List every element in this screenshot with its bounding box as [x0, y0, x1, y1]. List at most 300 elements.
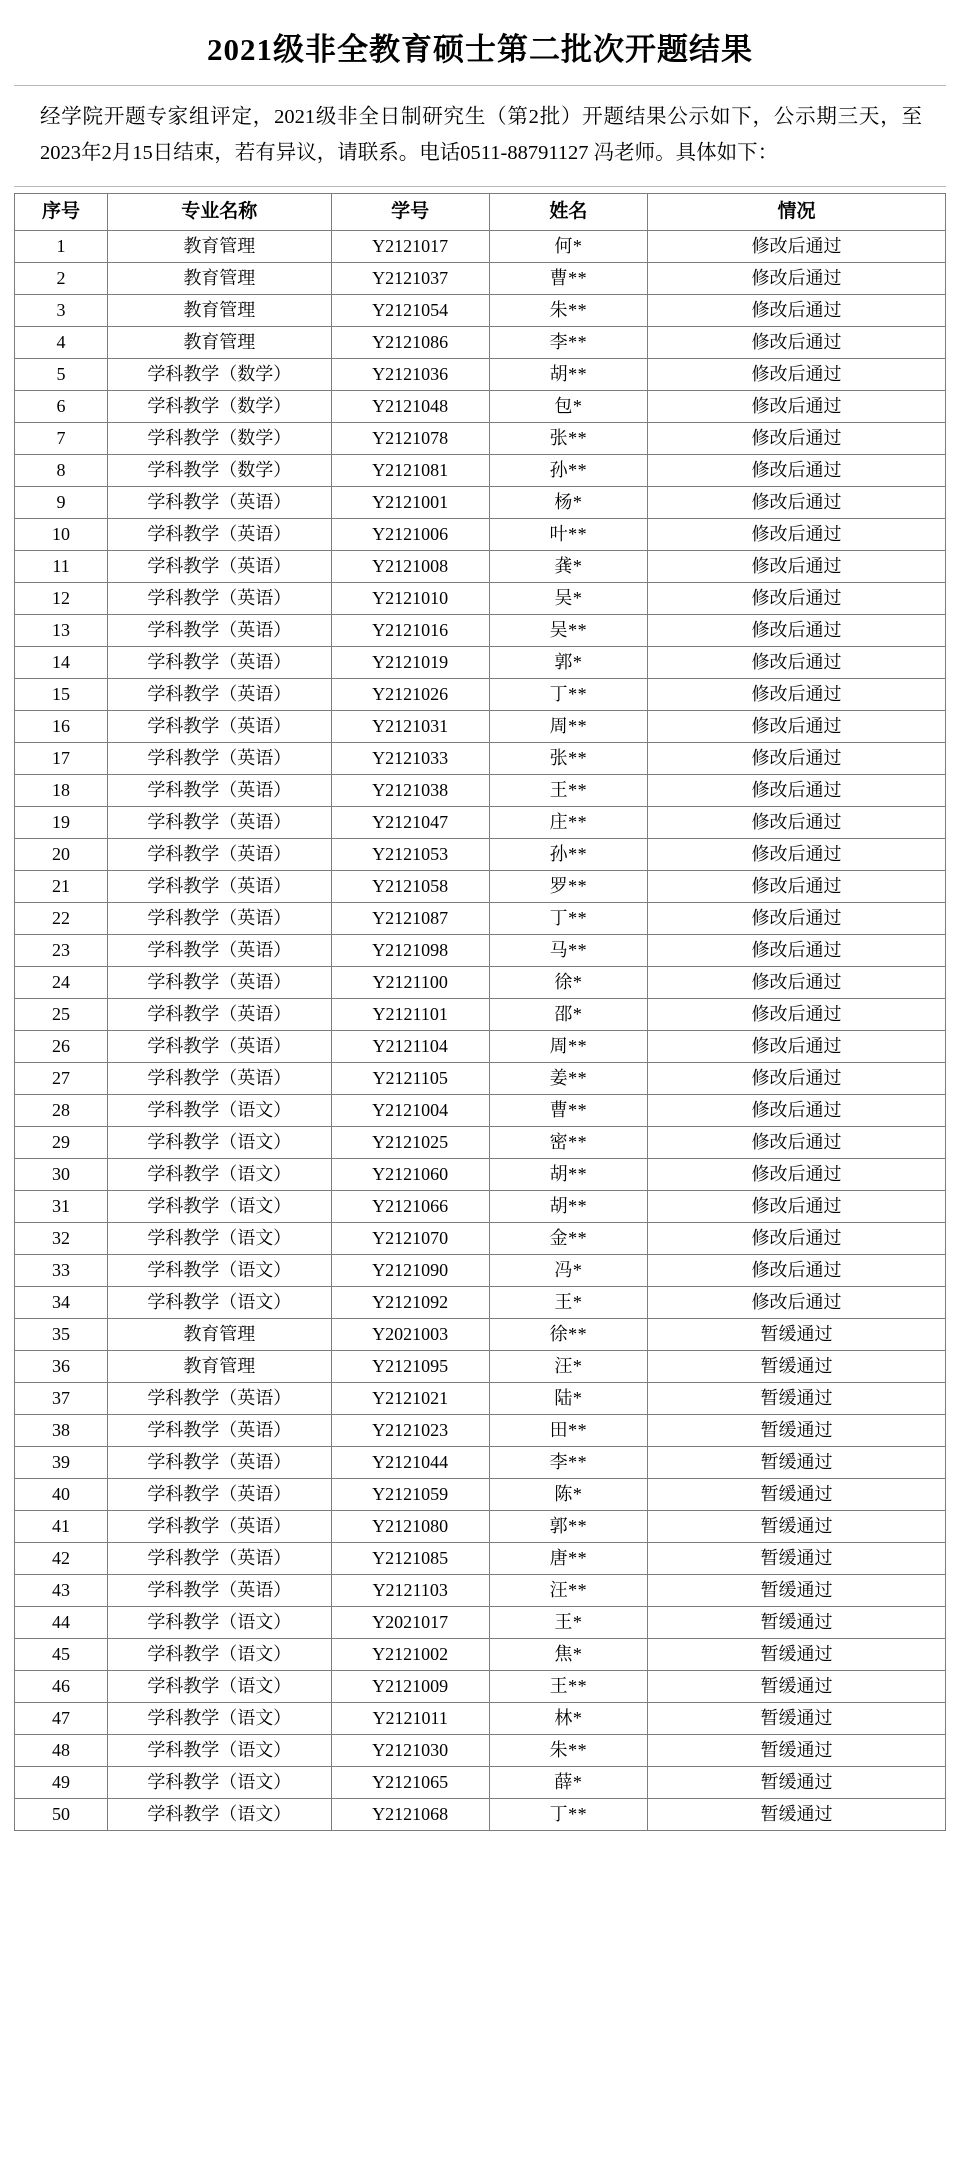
table-row: [15, 1702, 946, 1734]
cell-studentid: Y2121058: [331, 870, 489, 902]
cell-studentid: Y2121066: [331, 1190, 489, 1222]
cell-name: 叶**: [489, 518, 647, 550]
cell-index: 48: [15, 1734, 108, 1766]
table-row: [15, 358, 946, 390]
cell-name: 张**: [489, 742, 647, 774]
table-row: [15, 1798, 946, 1830]
cell-index: 49: [15, 1766, 108, 1798]
cell-status: 修改后通过: [648, 838, 946, 870]
cell-major: 学科教学（数学）: [108, 422, 331, 454]
cell-name: 杨*: [489, 486, 647, 518]
cell-status: 修改后通过: [648, 582, 946, 614]
cell-name: 胡**: [489, 358, 647, 390]
table-row: [15, 934, 946, 966]
cell-studentid: Y2121025: [331, 1126, 489, 1158]
cell-studentid: Y2121053: [331, 838, 489, 870]
table-row: [15, 1030, 946, 1062]
cell-studentid: Y2121085: [331, 1542, 489, 1574]
cell-status: 修改后通过: [648, 1030, 946, 1062]
table-row: [15, 1606, 946, 1638]
cell-studentid: Y2121068: [331, 1798, 489, 1830]
cell-name: 李**: [489, 1446, 647, 1478]
cell-status: 修改后通过: [648, 518, 946, 550]
cell-major: 学科教学（英语）: [108, 1382, 331, 1414]
cell-major: 学科教学（语文）: [108, 1094, 331, 1126]
cell-major: 学科教学（语文）: [108, 1222, 331, 1254]
cell-studentid: Y2121081: [331, 454, 489, 486]
table-row: [15, 518, 946, 550]
table-row: [15, 1478, 946, 1510]
cell-studentid: Y2121087: [331, 902, 489, 934]
cell-name: 胡**: [489, 1158, 647, 1190]
cell-major: 学科教学（英语）: [108, 998, 331, 1030]
cell-major: 学科教学（语文）: [108, 1126, 331, 1158]
table-row: [15, 1766, 946, 1798]
table-row: [15, 1446, 946, 1478]
cell-major: 学科教学（英语）: [108, 966, 331, 998]
cell-index: 6: [15, 390, 108, 422]
cell-status: 暂缓通过: [648, 1670, 946, 1702]
cell-studentid: Y2121036: [331, 358, 489, 390]
cell-major: 学科教学（英语）: [108, 1574, 331, 1606]
cell-studentid: Y2121008: [331, 550, 489, 582]
cell-status: 修改后通过: [648, 358, 946, 390]
cell-major: 学科教学（语文）: [108, 1670, 331, 1702]
cell-major: 教育管理: [108, 230, 331, 262]
cell-index: 45: [15, 1638, 108, 1670]
cell-major: 学科教学（英语）: [108, 1542, 331, 1574]
cell-status: 暂缓通过: [648, 1446, 946, 1478]
cell-major: 学科教学（语文）: [108, 1158, 331, 1190]
cell-status: 修改后通过: [648, 486, 946, 518]
cell-major: 学科教学（语文）: [108, 1702, 331, 1734]
table-row: [15, 838, 946, 870]
cell-name: 周**: [489, 1030, 647, 1062]
cell-status: 修改后通过: [648, 614, 946, 646]
cell-name: 罗**: [489, 870, 647, 902]
table-row: [15, 1222, 946, 1254]
cell-major: 学科教学（英语）: [108, 710, 331, 742]
cell-index: 21: [15, 870, 108, 902]
cell-major: 学科教学（数学）: [108, 454, 331, 486]
cell-name: 王**: [489, 774, 647, 806]
table-row: [15, 1382, 946, 1414]
cell-major: 学科教学（英语）: [108, 646, 331, 678]
table-row: [15, 1414, 946, 1446]
cell-status: 暂缓通过: [648, 1510, 946, 1542]
cell-index: 2: [15, 262, 108, 294]
cell-status: 修改后通过: [648, 1158, 946, 1190]
cell-studentid: Y2121092: [331, 1286, 489, 1318]
column-header-index: 序号: [15, 193, 108, 230]
cell-studentid: Y2121001: [331, 486, 489, 518]
table-row: [15, 390, 946, 422]
cell-index: 35: [15, 1318, 108, 1350]
cell-index: 30: [15, 1158, 108, 1190]
cell-name: 邵*: [489, 998, 647, 1030]
cell-major: 学科教学（语文）: [108, 1798, 331, 1830]
cell-status: 暂缓通过: [648, 1382, 946, 1414]
cell-status: 暂缓通过: [648, 1702, 946, 1734]
cell-studentid: Y2121101: [331, 998, 489, 1030]
cell-name: 密**: [489, 1126, 647, 1158]
table-row: [15, 486, 946, 518]
column-header-name: 姓名: [489, 193, 647, 230]
cell-index: 41: [15, 1510, 108, 1542]
cell-major: 学科教学（英语）: [108, 1510, 331, 1542]
cell-status: 修改后通过: [648, 1126, 946, 1158]
cell-index: 42: [15, 1542, 108, 1574]
cell-name: 陆*: [489, 1382, 647, 1414]
cell-name: 龚*: [489, 550, 647, 582]
cell-index: 17: [15, 742, 108, 774]
cell-status: 暂缓通过: [648, 1638, 946, 1670]
table-row: [15, 902, 946, 934]
cell-studentid: Y2121104: [331, 1030, 489, 1062]
table-row: [15, 262, 946, 294]
cell-status: 修改后通过: [648, 902, 946, 934]
cell-status: 暂缓通过: [648, 1798, 946, 1830]
table-row: [15, 1638, 946, 1670]
table-row: [15, 1190, 946, 1222]
cell-name: 丁**: [489, 902, 647, 934]
cell-index: 8: [15, 454, 108, 486]
cell-index: 11: [15, 550, 108, 582]
cell-studentid: Y2121065: [331, 1766, 489, 1798]
cell-name: 张**: [489, 422, 647, 454]
cell-major: 学科教学（英语）: [108, 838, 331, 870]
cell-index: 19: [15, 806, 108, 838]
cell-status: 修改后通过: [648, 678, 946, 710]
table-row: [15, 1254, 946, 1286]
column-header-studentid: 学号: [331, 193, 489, 230]
cell-status: 修改后通过: [648, 230, 946, 262]
cell-index: 44: [15, 1606, 108, 1638]
table-row: [15, 1062, 946, 1094]
cell-studentid: Y2121095: [331, 1350, 489, 1382]
cell-index: 26: [15, 1030, 108, 1062]
cell-studentid: Y2121090: [331, 1254, 489, 1286]
table-row: [15, 1670, 946, 1702]
cell-index: 40: [15, 1478, 108, 1510]
cell-major: 学科教学（语文）: [108, 1190, 331, 1222]
cell-studentid: Y2121048: [331, 390, 489, 422]
table-header-row: [15, 193, 946, 230]
cell-index: 1: [15, 230, 108, 262]
cell-status: 暂缓通过: [648, 1350, 946, 1382]
cell-status: 修改后通过: [648, 422, 946, 454]
cell-name: 汪**: [489, 1574, 647, 1606]
cell-major: 教育管理: [108, 1318, 331, 1350]
cell-index: 50: [15, 1798, 108, 1830]
cell-studentid: Y2121011: [331, 1702, 489, 1734]
cell-name: 王*: [489, 1286, 647, 1318]
cell-studentid: Y2121010: [331, 582, 489, 614]
cell-index: 7: [15, 422, 108, 454]
cell-name: 汪*: [489, 1350, 647, 1382]
table-row: [15, 1318, 946, 1350]
cell-index: 9: [15, 486, 108, 518]
table-row: [15, 1350, 946, 1382]
cell-studentid: Y2121100: [331, 966, 489, 998]
cell-studentid: Y2021003: [331, 1318, 489, 1350]
cell-status: 修改后通过: [648, 326, 946, 358]
cell-name: 姜**: [489, 1062, 647, 1094]
cell-name: 孙**: [489, 454, 647, 486]
cell-studentid: Y2021017: [331, 1606, 489, 1638]
cell-major: 学科教学（英语）: [108, 1062, 331, 1094]
cell-studentid: Y2121044: [331, 1446, 489, 1478]
cell-index: 18: [15, 774, 108, 806]
cell-major: 学科教学（英语）: [108, 806, 331, 838]
cell-status: 修改后通过: [648, 774, 946, 806]
table-body: [15, 230, 946, 1830]
table-row: [15, 294, 946, 326]
cell-major: 学科教学（英语）: [108, 614, 331, 646]
cell-name: 王*: [489, 1606, 647, 1638]
cell-index: 33: [15, 1254, 108, 1286]
cell-index: 34: [15, 1286, 108, 1318]
cell-major: 学科教学（英语）: [108, 902, 331, 934]
cell-studentid: Y2121105: [331, 1062, 489, 1094]
cell-name: 徐*: [489, 966, 647, 998]
cell-status: 修改后通过: [648, 1254, 946, 1286]
cell-name: 吴*: [489, 582, 647, 614]
cell-name: 何*: [489, 230, 647, 262]
cell-index: 13: [15, 614, 108, 646]
cell-index: 12: [15, 582, 108, 614]
table-row: [15, 1126, 946, 1158]
table-row: [15, 1734, 946, 1766]
cell-index: 16: [15, 710, 108, 742]
cell-index: 43: [15, 1574, 108, 1606]
cell-status: 修改后通过: [648, 454, 946, 486]
table-row: [15, 326, 946, 358]
cell-studentid: Y2121009: [331, 1670, 489, 1702]
cell-studentid: Y2121017: [331, 230, 489, 262]
cell-index: 31: [15, 1190, 108, 1222]
cell-index: 39: [15, 1446, 108, 1478]
table-row: [15, 1286, 946, 1318]
cell-major: 学科教学（语文）: [108, 1638, 331, 1670]
cell-status: 暂缓通过: [648, 1542, 946, 1574]
cell-status: 修改后通过: [648, 1222, 946, 1254]
cell-major: 学科教学（英语）: [108, 870, 331, 902]
cell-studentid: Y2121021: [331, 1382, 489, 1414]
table-row: [15, 998, 946, 1030]
cell-major: 学科教学（英语）: [108, 774, 331, 806]
cell-status: 修改后通过: [648, 1062, 946, 1094]
cell-major: 教育管理: [108, 294, 331, 326]
cell-status: 修改后通过: [648, 966, 946, 998]
cell-name: 郭**: [489, 1510, 647, 1542]
cell-studentid: Y2121059: [331, 1478, 489, 1510]
cell-name: 唐**: [489, 1542, 647, 1574]
cell-major: 学科教学（英语）: [108, 550, 331, 582]
table-row: [15, 646, 946, 678]
cell-status: 修改后通过: [648, 294, 946, 326]
cell-status: 修改后通过: [648, 1094, 946, 1126]
cell-major: 学科教学（语文）: [108, 1286, 331, 1318]
cell-status: 暂缓通过: [648, 1478, 946, 1510]
cell-studentid: Y2121033: [331, 742, 489, 774]
cell-major: 学科教学（英语）: [108, 934, 331, 966]
table-row: [15, 230, 946, 262]
table-row: [15, 966, 946, 998]
cell-major: 学科教学（英语）: [108, 742, 331, 774]
cell-studentid: Y2121002: [331, 1638, 489, 1670]
cell-studentid: Y2121031: [331, 710, 489, 742]
cell-status: 修改后通过: [648, 806, 946, 838]
cell-index: 27: [15, 1062, 108, 1094]
cell-studentid: Y2121078: [331, 422, 489, 454]
cell-status: 修改后通过: [648, 550, 946, 582]
cell-status: 暂缓通过: [648, 1414, 946, 1446]
cell-major: 学科教学（语文）: [108, 1254, 331, 1286]
cell-status: 修改后通过: [648, 1190, 946, 1222]
cell-name: 郭*: [489, 646, 647, 678]
cell-index: 15: [15, 678, 108, 710]
cell-name: 陈*: [489, 1478, 647, 1510]
cell-status: 修改后通过: [648, 710, 946, 742]
cell-index: 14: [15, 646, 108, 678]
column-header-status: 情况: [648, 193, 946, 230]
cell-name: 周**: [489, 710, 647, 742]
cell-index: 25: [15, 998, 108, 1030]
cell-studentid: Y2121038: [331, 774, 489, 806]
cell-name: 胡**: [489, 1190, 647, 1222]
cell-name: 朱**: [489, 294, 647, 326]
cell-name: 金**: [489, 1222, 647, 1254]
cell-status: 暂缓通过: [648, 1318, 946, 1350]
cell-name: 庄**: [489, 806, 647, 838]
cell-name: 曹**: [489, 1094, 647, 1126]
cell-index: 29: [15, 1126, 108, 1158]
cell-name: 吴**: [489, 614, 647, 646]
table-row: [15, 454, 946, 486]
cell-index: 3: [15, 294, 108, 326]
cell-status: 暂缓通过: [648, 1606, 946, 1638]
cell-status: 修改后通过: [648, 742, 946, 774]
cell-status: 修改后通过: [648, 1286, 946, 1318]
cell-major: 学科教学（语文）: [108, 1766, 331, 1798]
cell-index: 4: [15, 326, 108, 358]
table-row: [15, 742, 946, 774]
table-row: [15, 1158, 946, 1190]
table-row: [15, 710, 946, 742]
cell-name: 丁**: [489, 1798, 647, 1830]
table-row: [15, 774, 946, 806]
table-row: [15, 806, 946, 838]
cell-studentid: Y2121004: [331, 1094, 489, 1126]
cell-name: 朱**: [489, 1734, 647, 1766]
results-table: [14, 193, 946, 1831]
cell-index: 32: [15, 1222, 108, 1254]
cell-status: 暂缓通过: [648, 1766, 946, 1798]
cell-studentid: Y2121023: [331, 1414, 489, 1446]
cell-studentid: Y2121103: [331, 1574, 489, 1606]
cell-studentid: Y2121016: [331, 614, 489, 646]
cell-index: 28: [15, 1094, 108, 1126]
cell-studentid: Y2121037: [331, 262, 489, 294]
cell-studentid: Y2121070: [331, 1222, 489, 1254]
cell-name: 林*: [489, 1702, 647, 1734]
cell-major: 学科教学（英语）: [108, 1030, 331, 1062]
table-row: [15, 870, 946, 902]
cell-major: 学科教学（英语）: [108, 486, 331, 518]
table-row: [15, 678, 946, 710]
cell-name: 薛*: [489, 1766, 647, 1798]
table-row: [15, 614, 946, 646]
cell-index: 22: [15, 902, 108, 934]
cell-index: 47: [15, 1702, 108, 1734]
cell-status: 修改后通过: [648, 998, 946, 1030]
cell-index: 23: [15, 934, 108, 966]
column-header-major: 专业名称: [108, 193, 331, 230]
cell-studentid: Y2121080: [331, 1510, 489, 1542]
cell-major: 学科教学（语文）: [108, 1734, 331, 1766]
cell-name: 马**: [489, 934, 647, 966]
cell-index: 20: [15, 838, 108, 870]
page-title: 2021级非全教育硕士第二批次开题结果: [14, 10, 946, 86]
cell-major: 学科教学（英语）: [108, 1446, 331, 1478]
cell-major: 学科教学（数学）: [108, 390, 331, 422]
cell-major: 学科教学（英语）: [108, 582, 331, 614]
cell-index: 38: [15, 1414, 108, 1446]
cell-name: 冯*: [489, 1254, 647, 1286]
cell-name: 丁**: [489, 678, 647, 710]
table-row: [15, 422, 946, 454]
cell-major: 教育管理: [108, 262, 331, 294]
cell-major: 教育管理: [108, 1350, 331, 1382]
cell-major: 学科教学（英语）: [108, 1414, 331, 1446]
cell-major: 教育管理: [108, 326, 331, 358]
cell-name: 孙**: [489, 838, 647, 870]
table-row: [15, 1510, 946, 1542]
cell-studentid: Y2121019: [331, 646, 489, 678]
cell-status: 暂缓通过: [648, 1734, 946, 1766]
table-row: [15, 1094, 946, 1126]
table-row: [15, 1542, 946, 1574]
cell-studentid: Y2121098: [331, 934, 489, 966]
announcement-paragraph: 经学院开题专家组评定，2021级非全日制研究生（第2批）开题结果公示如下，公示期三天，至2023年2月15日结束，若有异议，请联系。电话0511-88791127 冯老师。具体如下：: [14, 86, 946, 187]
cell-studentid: Y2121086: [331, 326, 489, 358]
cell-major: 学科教学（数学）: [108, 358, 331, 390]
table-row: [15, 550, 946, 582]
cell-studentid: Y2121026: [331, 678, 489, 710]
cell-index: 36: [15, 1350, 108, 1382]
table-row: [15, 1574, 946, 1606]
cell-status: 修改后通过: [648, 390, 946, 422]
cell-index: 5: [15, 358, 108, 390]
cell-major: 学科教学（英语）: [108, 1478, 331, 1510]
cell-name: 李**: [489, 326, 647, 358]
cell-major: 学科教学（语文）: [108, 1606, 331, 1638]
cell-name: 包*: [489, 390, 647, 422]
cell-status: 修改后通过: [648, 870, 946, 902]
cell-status: 修改后通过: [648, 646, 946, 678]
cell-name: 焦*: [489, 1638, 647, 1670]
cell-index: 46: [15, 1670, 108, 1702]
cell-name: 徐**: [489, 1318, 647, 1350]
cell-studentid: Y2121006: [331, 518, 489, 550]
cell-name: 曹**: [489, 262, 647, 294]
cell-name: 王**: [489, 1670, 647, 1702]
cell-index: 37: [15, 1382, 108, 1414]
cell-name: 田**: [489, 1414, 647, 1446]
cell-studentid: Y2121047: [331, 806, 489, 838]
cell-studentid: Y2121030: [331, 1734, 489, 1766]
